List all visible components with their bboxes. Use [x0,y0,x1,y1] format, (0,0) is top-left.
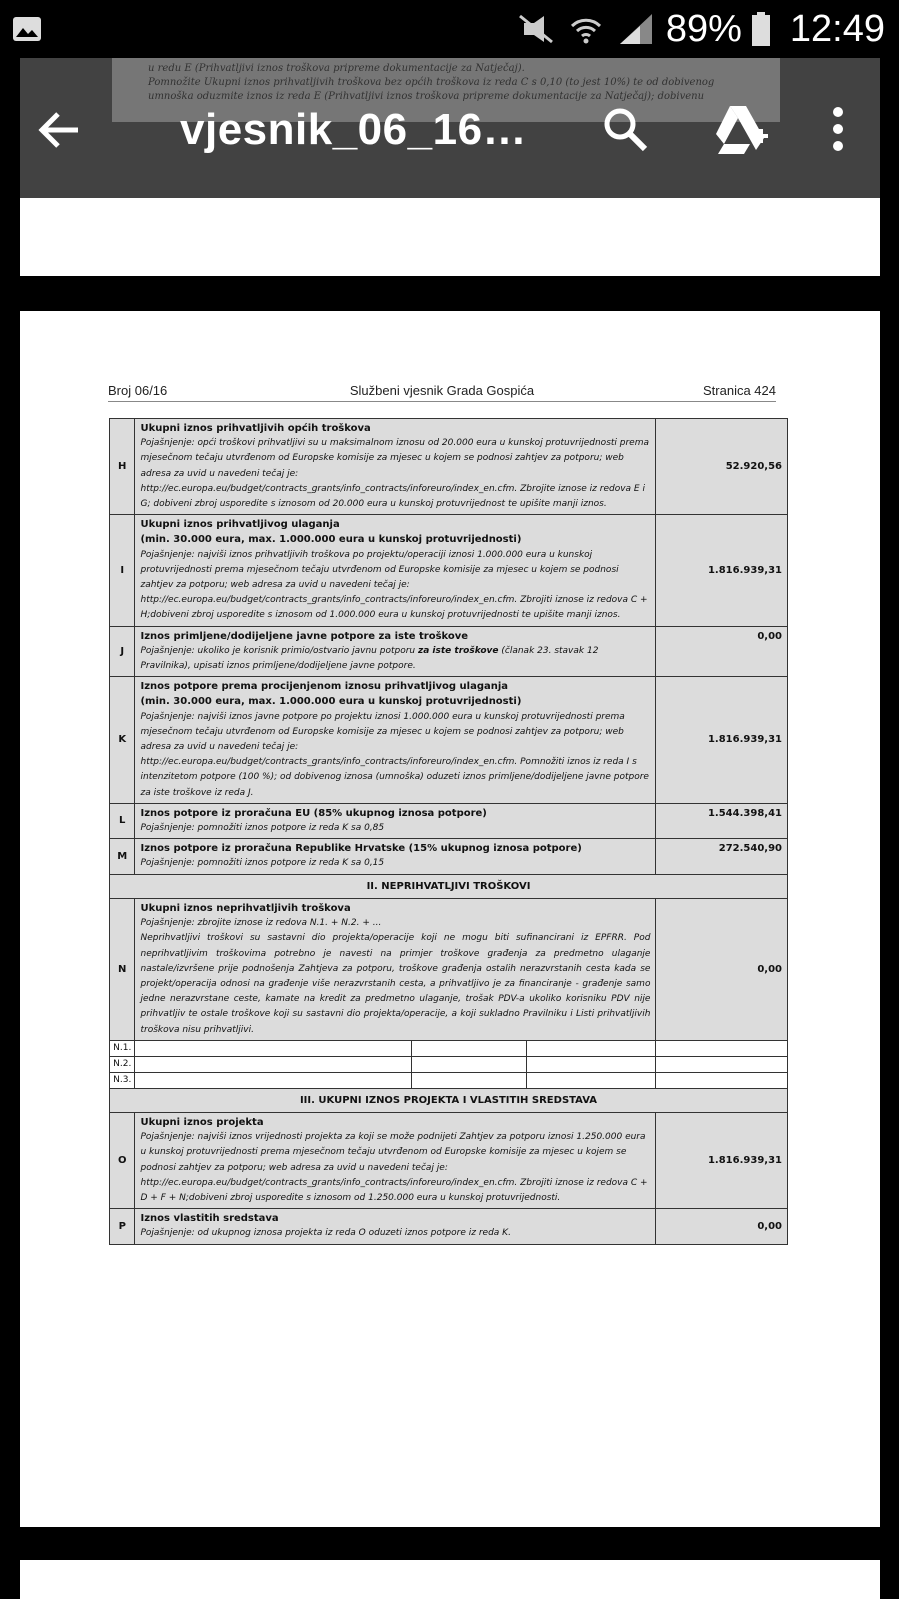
row-letter: N [110,898,135,1040]
empty-cell [526,1072,655,1088]
row-amount: 1.816.939,31 [656,677,788,804]
empty-cell [135,1040,411,1056]
empty-cell [656,1040,788,1056]
row-amount: 0,00 [656,898,788,1040]
issue-number: Broj 06/16 [108,383,168,398]
snippet-line: u redu E (Prihvatljivi iznos troškova pripreme dokumentacije za Natječaj). [148,63,525,74]
row-explanation: Neprihvatljivi troškovi su sastavni dio projekta/operacije koji ne mogu biti sufinancirani iz EPFRR. Pod neprihvatljivim troškovima potrebno je navesti na primjer troškove građenja za predmetno ulaganje nastale/izvršene prije podnošenja Zahtjeva za potporu, troškove građenja ostalih nerazvrstanih cesta kada se projekt/operacija odnosi na građenje više nerazvrstanih cesta, a prihvatljivo je za financiranje - građenje samo jedne nerazvrstane ceste, kamate na kredit za predmetno ulaganje, trošak PDV-a ukoliko korisniku PDV nije prihvatljiv te ostale troškove koji su sastavni dio projekta/operacije, a koji sukladno Pravilniku i Listi prihvatljivih troškova nisu prihvatljivi. [140,933,651,1035]
section-heading: II. NEPRIHVATLJIVI TROŠKOVI [110,874,788,898]
row-letter: H [110,419,135,515]
row-title: Ukupni iznos projekta [140,1116,264,1128]
row-description [135,1209,656,1244]
status-indicators [516,8,885,50]
row-explanation: Pojašnjenje: najviši iznos vrijednosti projekta za koji se može podnijeti Zahtjev za potporu iznosi 1.250.000 eura u kunskoj protuvrijednosti prema mjesečnom tečaju utvrđenom od Europske komisije za mjesec u kojem se podnosi zahtjev za potporu; web adresa za uvid u navedeni tečaj je: http://ec.europa.eu/budget/contracts_grants/info_contracts/inforeuro/index_en.cfm. Zbrojiti iznose iz redova C + D + F + N;dobiveni zbroj usporedite s iznosom od 1.250.000 eura u kunskoj protuvrijednosti. [140,1132,648,1203]
empty-cell [411,1072,526,1088]
row-explanation: Pojašnjenje: najviši iznos prihvatljivih troškova po projektu/operaciji iznosi 1.000.000 eura u kunskoj protuvrijednosti prema mjesečnom tečaju utvrđenom od Europske komisije za mjesec u kojem se podnosi zahtjev za potporu; web adresa za uvid u navedeni tečaj je: http://ec.europa.eu/budget/contracts_grants/info_contracts/inforeuro/index_en.cfm. Zbrojiti iznose iz redova C + H;dobiveni zbroj usporedite s iznosom od 1.000.000 eura u kunskoj protuvrijednosti te upišite manji iznos. [140,549,648,621]
row-subtitle: (min. 30.000 eura, max. 1.000.000 eura u kunskoj protuvrijednosti) [140,534,522,546]
table-row [110,803,788,838]
section-row [110,1088,788,1112]
pdf-page [20,311,880,1527]
row-amount: 1.816.939,31 [656,1112,788,1208]
cost-table [109,418,788,1245]
sub-row-code: N.3. [110,1072,135,1088]
row-letter: J [110,626,135,677]
wifi-icon [566,12,606,46]
empty-cell [411,1056,526,1072]
back-arrow-icon[interactable] [36,108,84,152]
empty-cell [526,1056,655,1072]
row-subtitle: (min. 30.000 eura, max. 1.000.000 eura u kunskoj protuvrijednosti) [140,696,522,708]
row-letter: O [110,1112,135,1208]
row-explanation: Pojašnjenje: najviši iznos javne potpore po projektu iznosi 1.000.000 eura u kunskoj protuvrijednosti prema mjesečnom tečaju utvrđenom od Europske komisije za mjesec u kojem se podnosi zahtjev za potporu; web adresa za uvid u navedeni tečaj je: http://ec.europa.eu/budget/contracts_grants/info_contracts/inforeuro/index_en.cfm. Pomnožiti iznos iz reda I s intenzitetom potpore (100 %); od dobivenog iznosa (umnoška) oduzeti iznos primljene/dodijeljene javne potpore za iste troškove iz reda J. [140,711,649,798]
clock: 12:49 [789,7,885,50]
row-title: Iznos potpore iz proračuna Republike Hrvatske (15% ukupnog iznosa potpore) [140,843,582,855]
status-bar [0,0,899,58]
table-row [110,1112,788,1208]
row-explanation: Pojašnjenje: zbrojite iznose iz redova N.1. + N.2. + ... [140,918,382,929]
section-row [110,874,788,898]
explanation-emphasis: za iste troškove [417,645,499,656]
document-title: vjesnik_06_16… [180,105,528,154]
row-description [135,677,656,804]
table-row [110,515,788,626]
gallery-notification-icon [12,16,42,42]
snippet-line: umnoška oduzmite iznos iz reda E (Prihvatljivi iznos troškova pripreme dokumentacije za Natječaj); dobivenu [148,91,705,102]
row-amount: 0,00 [656,626,788,677]
snippet-line: Pomnožite Ukupni iznos prihvatljivih troškova bez općih troškova iz reda C s 0,10 (to jest 10%) te od dobivenog [148,77,715,88]
search-icon[interactable] [600,104,650,154]
explanation-part: Pojašnjenje: ukoliko je korisnik primio/ostvario javnu potporu [140,645,418,656]
section-heading: III. UKUPNI IZNOS PROJEKTA I VLASTITIH SREDSTAVA [110,1088,788,1112]
row-amount: 0,00 [656,1209,788,1244]
row-letter: L [110,803,135,838]
add-to-drive-icon[interactable] [710,104,770,156]
empty-cell [135,1072,411,1088]
more-options-icon[interactable] [828,104,848,154]
empty-cell [526,1040,655,1056]
row-description [135,419,656,515]
row-description [135,626,656,677]
row-explanation: Pojašnjenje: od ukupnog iznosa projekta iz reda O oduzeti iznos potpore iz reda K. [140,1228,511,1239]
table-row [110,419,788,515]
row-description [135,803,656,838]
row-title: Iznos potpore prema procijenjenom iznosu prihvatljivog ulaganja [140,681,509,693]
page-header [108,383,776,402]
row-letter: I [110,515,135,626]
publication-title: Službeni vjesnik Grada Gospića [349,383,535,398]
table-row [110,839,788,874]
table-row [110,1056,788,1072]
row-amount: 272.540,90 [656,839,788,874]
row-letter: M [110,839,135,874]
table-row [110,677,788,804]
table-row [110,1209,788,1244]
empty-cell [656,1072,788,1088]
next-page-top [20,1560,880,1599]
sub-row-code: N.1. [110,1040,135,1056]
signal-strength-icon [616,12,656,46]
row-description [135,898,656,1040]
row-amount: 1.544.398,41 [656,803,788,838]
row-amount: 1.816.939,31 [656,515,788,626]
row-title: Iznos potpore iz proračuna EU (85% ukupnog iznosa potpore) [140,807,487,819]
row-amount: 52.920,56 [656,419,788,515]
empty-cell [656,1056,788,1072]
table-row [110,898,788,1040]
page-number: Stranica 424 [703,383,776,398]
empty-cell [411,1040,526,1056]
row-explanation: Pojašnjenje: opći troškovi prihvatljivi su u maksimalnom iznosu od 20.000 eura u kunskoj protuvrijednosti prema mjesečnom tečaju utvrđenom od Europske komisije za mjesec u kojem se podnosi zahtjev za potporu; web adresa za uvid u navedeni tečaj je: http://ec.europa.eu/budget/contracts_grants/info_contracts/inforeuro/index_en.cfm. Zbrojite iznose iz redova E i G; dobiveni zbroj usporedite s iznosom od 20.000 eura u kunskoj protuvrijednost te upišite manji iznos. [140,438,650,510]
table-row [110,626,788,677]
row-description [135,1112,656,1208]
row-title: Iznos primljene/dodijeljene javne potpore za iste troškove [140,630,469,642]
empty-cell [135,1056,411,1072]
app-toolbar [20,58,880,198]
row-description [135,839,656,874]
row-explanation: Pojašnjenje: pomnožiti iznos potpore iz reda K sa 0,85 [140,823,385,834]
mute-vibrate-icon [516,12,556,46]
row-description [135,515,656,626]
explanation-part: (članak 23. stavak 12 Pravilnika), upisati iznos primljene/dodijeljene javne potpore. [140,645,599,672]
table-row [110,1072,788,1088]
row-letter: P [110,1209,135,1244]
row-title: Ukupni iznos prihvatljivih općih troškova [140,423,371,434]
row-title: Iznos vlastitih sredstava [140,1213,279,1225]
battery-percent: 89% [665,7,742,50]
row-title: Ukupni iznos prihvatljivog ulaganja [140,519,340,531]
battery-icon [752,12,770,46]
row-letter: K [110,677,135,804]
table-row [110,1040,788,1056]
row-title: Ukupni iznos neprihvatljivih troškova [140,902,351,914]
sub-row-code: N.2. [110,1056,135,1072]
row-explanation: Pojašnjenje: pomnožiti iznos potpore iz reda K sa 0,15 [140,858,385,869]
previous-page-bottom [20,198,880,276]
row-explanation [140,644,650,674]
